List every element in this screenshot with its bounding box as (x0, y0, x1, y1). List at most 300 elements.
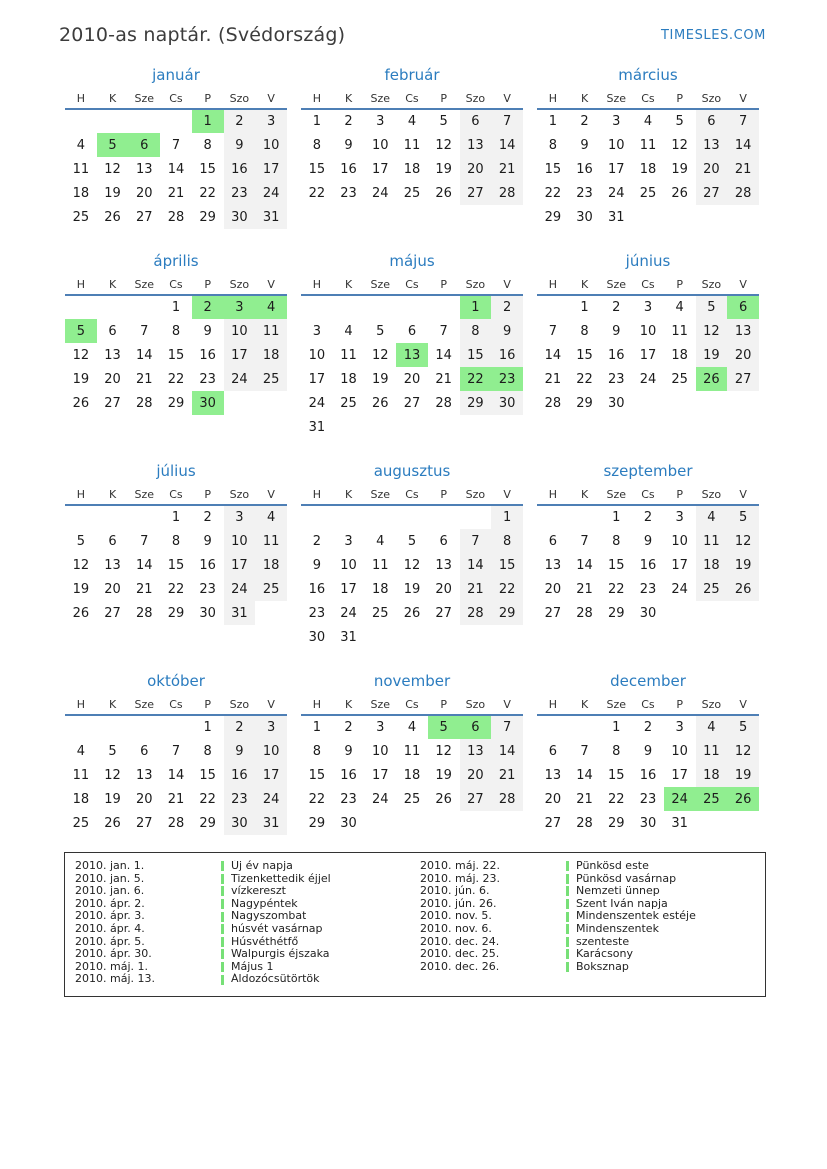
day-cell: 11 (371, 557, 389, 573)
week-row (537, 553, 759, 577)
day-cell: 12 (727, 739, 759, 763)
legend-marker-icon (566, 949, 569, 959)
legend-column-right (416, 860, 761, 986)
day-header-cell: V (255, 484, 287, 505)
day-header-cell: H (537, 484, 569, 505)
day-cell: 18 (403, 161, 421, 177)
empty-day-cell (65, 715, 97, 739)
day-cell: 21 (167, 185, 185, 201)
holiday-name: Karácsony (576, 948, 634, 961)
day-cell: 12 (403, 557, 421, 573)
day-cell: 21 (576, 581, 593, 597)
day-cell: 9 (643, 533, 653, 549)
day-cell: 11 (696, 739, 728, 763)
day-header-row (301, 274, 523, 295)
empty-day-cell (364, 415, 396, 439)
day-header-cell: P (428, 694, 460, 715)
day-header-cell: Cs (160, 694, 192, 715)
month-table (301, 274, 523, 439)
day-cell: 30 (491, 391, 523, 415)
day-cell: 19 (671, 161, 688, 177)
day-cell: 8 (171, 323, 181, 339)
day-header-cell: Sze (128, 88, 160, 109)
day-cell: 20 (135, 791, 153, 807)
week-row (301, 715, 523, 739)
day-cell: 19 (435, 161, 452, 177)
day-cell: 15 (167, 347, 185, 363)
day-header-cell: H (65, 274, 97, 295)
day-cell: 29 (544, 209, 562, 225)
day-header-cell: Sze (364, 484, 396, 505)
day-cell: 26 (727, 787, 759, 811)
day-header-row (301, 694, 523, 715)
legend-marker-icon (566, 899, 569, 909)
day-header-cell: Szo (696, 274, 728, 295)
day-cell: 8 (580, 323, 589, 339)
day-header-cell: Szo (460, 694, 492, 715)
week-row (537, 763, 759, 787)
day-cell: 1 (312, 720, 321, 735)
week-row (537, 577, 759, 601)
day-cell: 10 (371, 743, 389, 759)
day-cell: 6 (696, 109, 728, 133)
day-cell: 20 (104, 581, 121, 597)
week-row (301, 367, 523, 391)
empty-day-cell (301, 295, 333, 319)
legend-marker-icon (221, 949, 224, 959)
day-cell: 15 (491, 553, 523, 577)
day-cell: 31 (224, 601, 256, 625)
day-cell: 27 (135, 209, 153, 225)
day-cell: 30 (192, 391, 224, 415)
month-block (537, 460, 759, 649)
day-cell: 26 (72, 605, 90, 621)
day-cell: 25 (671, 371, 688, 387)
day-cell: 8 (612, 533, 621, 549)
day-cell: 26 (727, 577, 759, 601)
empty-day-cell (97, 715, 129, 739)
holiday-row (71, 885, 416, 898)
day-cell: 7 (491, 109, 523, 133)
day-cell: 17 (224, 553, 256, 577)
week-row (65, 109, 287, 133)
day-cell: 17 (671, 767, 688, 783)
week-row (65, 319, 287, 343)
day-header-cell: Szo (460, 88, 492, 109)
day-cell: 8 (312, 137, 321, 153)
day-cell: 4 (675, 300, 684, 315)
empty-day-cell (160, 109, 192, 133)
day-cell: 27 (435, 605, 452, 621)
month-block (537, 64, 759, 229)
day-cell: 10 (671, 533, 688, 549)
month-title: június (625, 252, 671, 270)
day-cell: 30 (607, 395, 625, 411)
day-cell: 5 (65, 319, 97, 343)
day-cell: 24 (255, 787, 287, 811)
day-cell: 23 (340, 185, 357, 201)
day-cell: 25 (696, 787, 728, 811)
day-cell: 17 (371, 767, 389, 783)
holiday-name: szenteste (576, 935, 630, 948)
holiday-name: Május 1 (231, 960, 274, 973)
day-cell: 7 (140, 533, 149, 549)
week-row (301, 343, 523, 367)
day-cell: 28 (460, 601, 492, 625)
day-cell: 26 (104, 209, 121, 225)
day-cell: 13 (135, 767, 153, 783)
day-header-cell: H (301, 274, 333, 295)
day-header-row (301, 88, 523, 109)
day-cell: 27 (696, 181, 728, 205)
day-cell: 28 (135, 605, 153, 621)
day-header-row (537, 694, 759, 715)
day-header-cell: K (333, 484, 365, 505)
day-cell: 8 (548, 137, 557, 153)
day-header-cell: P (192, 484, 224, 505)
week-row (537, 319, 759, 343)
week-row (65, 763, 287, 787)
day-cell: 3 (376, 720, 385, 735)
day-cell: 26 (435, 791, 452, 807)
day-cell: 3 (612, 114, 621, 129)
day-cell: 16 (340, 161, 357, 177)
day-cell: 12 (72, 347, 90, 363)
day-cell: 23 (639, 581, 657, 597)
empty-day-cell (696, 391, 728, 415)
day-cell: 31 (255, 811, 287, 835)
day-cell: 4 (255, 295, 287, 319)
empty-day-cell (65, 505, 97, 529)
empty-day-cell (364, 505, 396, 529)
week-row (65, 529, 287, 553)
legend-column-left (71, 860, 416, 986)
day-cell: 3 (224, 505, 256, 529)
month-table (65, 274, 287, 415)
day-cell: 30 (639, 605, 657, 621)
week-row (537, 505, 759, 529)
day-header-cell: Sze (128, 484, 160, 505)
week-row (537, 157, 759, 181)
day-cell: 27 (104, 605, 121, 621)
day-cell: 20 (435, 581, 452, 597)
day-cell: 11 (403, 743, 421, 759)
day-cell: 13 (727, 319, 759, 343)
day-cell: 6 (140, 743, 149, 759)
day-cell: 1 (460, 295, 492, 319)
empty-day-cell (491, 811, 523, 835)
day-header-cell: K (333, 88, 365, 109)
week-row (537, 787, 759, 811)
day-header-cell: K (97, 694, 129, 715)
day-cell: 10 (671, 743, 688, 759)
day-cell: 24 (671, 581, 688, 597)
day-cell: 28 (544, 395, 562, 411)
day-cell: 14 (491, 739, 523, 763)
day-cell: 19 (72, 371, 90, 387)
day-header-cell: Szo (696, 88, 728, 109)
day-cell: 9 (312, 557, 321, 573)
day-cell: 19 (435, 767, 452, 783)
month-table (301, 88, 523, 205)
week-row (65, 181, 287, 205)
day-cell: 4 (643, 114, 653, 129)
week-row (537, 811, 759, 835)
empty-day-cell (255, 391, 287, 415)
holiday-name: Húsvéthétfő (231, 935, 299, 948)
day-cell: 28 (491, 181, 523, 205)
empty-day-cell (727, 811, 759, 835)
day-cell: 30 (224, 811, 256, 835)
day-cell: 5 (108, 743, 117, 759)
day-cell: 29 (607, 815, 625, 831)
day-cell: 23 (607, 371, 625, 387)
day-cell: 5 (439, 114, 448, 129)
day-cell: 7 (460, 529, 492, 553)
month-block (301, 64, 523, 229)
day-header-cell: Sze (364, 274, 396, 295)
day-cell: 5 (428, 715, 460, 739)
day-cell: 2 (643, 510, 653, 525)
legend-marker-icon (566, 912, 569, 922)
day-header-cell: H (65, 694, 97, 715)
holiday-date: 2010. máj. 22. (420, 859, 500, 872)
day-header-cell: Sze (364, 88, 396, 109)
day-cell: 6 (548, 533, 557, 549)
week-row (301, 811, 523, 835)
empty-day-cell (537, 295, 569, 319)
day-cell: 4 (344, 323, 353, 339)
empty-day-cell (569, 715, 601, 739)
day-header-cell: P (664, 484, 696, 505)
empty-day-cell (664, 391, 696, 415)
month-title: január (152, 66, 200, 84)
month-block (301, 670, 523, 835)
day-cell: 16 (308, 581, 326, 597)
day-cell: 24 (639, 371, 657, 387)
day-cell: 3 (675, 720, 684, 735)
day-cell: 22 (308, 185, 326, 201)
day-header-cell: Cs (396, 694, 428, 715)
month-block (301, 250, 523, 439)
day-cell: 4 (696, 505, 728, 529)
day-header-cell: Szo (224, 484, 256, 505)
day-cell: 7 (439, 323, 448, 339)
empty-day-cell (396, 415, 428, 439)
holiday-row (416, 885, 761, 898)
day-header-cell: Cs (632, 274, 664, 295)
month-title: szeptember (603, 462, 693, 480)
day-header-cell: Cs (632, 88, 664, 109)
day-header-cell: V (491, 484, 523, 505)
day-header-cell: P (664, 274, 696, 295)
month-block (537, 250, 759, 439)
day-cell: 1 (580, 300, 589, 315)
empty-day-cell (460, 811, 492, 835)
holiday-date: 2010. nov. 5. (420, 909, 492, 923)
month-title: november (373, 672, 451, 690)
legend-marker-icon (221, 962, 224, 972)
day-cell: 15 (576, 347, 593, 363)
day-cell: 27 (460, 787, 492, 811)
day-cell: 2 (224, 109, 256, 133)
holiday-name: Tizenkettedik éjjel (231, 872, 331, 885)
week-row (65, 811, 287, 835)
day-cell: 27 (403, 395, 421, 411)
day-header-cell: K (97, 88, 129, 109)
day-cell: 18 (255, 553, 287, 577)
day-cell: 30 (639, 815, 657, 831)
holiday-legend (64, 852, 766, 997)
day-header-cell: V (491, 88, 523, 109)
empty-day-cell (396, 505, 428, 529)
empty-day-cell (364, 295, 396, 319)
day-cell: 25 (255, 367, 287, 391)
empty-day-cell (255, 601, 287, 625)
day-cell: 9 (224, 133, 256, 157)
empty-day-cell (333, 415, 365, 439)
day-header-cell: Sze (600, 274, 632, 295)
day-cell: 2 (203, 510, 212, 525)
day-cell: 4 (76, 743, 85, 759)
holiday-name: Új év napja (231, 860, 293, 872)
day-header-cell: V (727, 484, 759, 505)
holiday-name: vízkereszt (231, 885, 286, 898)
empty-day-cell (428, 415, 460, 439)
day-header-cell: H (537, 274, 569, 295)
day-cell: 29 (199, 209, 216, 225)
empty-day-cell (696, 811, 728, 835)
week-row (537, 715, 759, 739)
day-cell: 22 (167, 581, 185, 597)
day-cell: 10 (639, 323, 657, 339)
day-cell: 26 (696, 367, 728, 391)
day-cell: 14 (544, 347, 562, 363)
day-cell: 2 (192, 295, 224, 319)
holiday-name: Nemzeti ünnep (576, 885, 660, 898)
day-header-cell: Cs (160, 274, 192, 295)
day-cell: 7 (580, 743, 589, 759)
day-cell: 20 (104, 371, 121, 387)
empty-day-cell (664, 601, 696, 625)
day-cell: 19 (727, 763, 759, 787)
legend-marker-icon (566, 937, 569, 947)
day-cell: 15 (544, 161, 562, 177)
day-cell: 14 (460, 553, 492, 577)
month-title: április (153, 252, 199, 270)
day-cell: 17 (671, 557, 688, 573)
day-header-row (301, 484, 523, 505)
site-link[interactable]: TIMESLES.COM (660, 28, 766, 43)
day-cell: 27 (544, 605, 562, 621)
week-row (65, 787, 287, 811)
day-header-cell: P (428, 484, 460, 505)
day-cell: 14 (167, 767, 185, 783)
day-cell: 29 (167, 395, 185, 411)
day-cell: 5 (727, 505, 759, 529)
day-cell: 22 (607, 791, 625, 807)
week-row (301, 157, 523, 181)
day-header-cell: P (192, 88, 224, 109)
legend-marker-icon (566, 924, 569, 934)
day-cell: 5 (376, 323, 385, 339)
day-header-cell: K (569, 694, 601, 715)
month-table (537, 484, 759, 625)
empty-day-cell (160, 715, 192, 739)
day-header-cell: K (333, 274, 365, 295)
day-cell: 18 (255, 343, 287, 367)
day-header-cell: Cs (160, 484, 192, 505)
legend-marker-icon (221, 861, 224, 871)
month-table (65, 484, 287, 625)
day-header-cell: V (727, 694, 759, 715)
day-cell: 1 (491, 505, 523, 529)
week-row (65, 391, 287, 415)
day-cell: 25 (371, 605, 389, 621)
holiday-date: 2010. máj. 1. (75, 959, 148, 973)
day-header-row (537, 88, 759, 109)
day-cell: 7 (171, 743, 181, 759)
day-cell: 11 (340, 347, 357, 363)
day-cell: 23 (308, 605, 326, 621)
day-cell: 18 (72, 185, 90, 201)
day-cell: 31 (255, 205, 287, 229)
day-header-cell: Cs (632, 694, 664, 715)
day-cell: 23 (639, 791, 657, 807)
holiday-date: 2010. jún. 26. (420, 896, 497, 910)
day-cell: 21 (167, 791, 185, 807)
day-cell: 1 (171, 510, 181, 525)
day-cell: 18 (72, 791, 90, 807)
day-cell: 25 (639, 185, 657, 201)
month-table (301, 484, 523, 649)
day-cell: 28 (576, 605, 593, 621)
holiday-date: 2010. jún. 6. (420, 884, 490, 898)
day-cell: 24 (664, 787, 696, 811)
day-cell: 29 (199, 815, 216, 831)
month-block (65, 670, 287, 835)
day-cell: 15 (607, 767, 625, 783)
day-cell: 6 (407, 323, 417, 339)
day-cell: 13 (460, 739, 492, 763)
day-cell: 23 (491, 367, 523, 391)
day-cell: 21 (544, 371, 562, 387)
day-cell: 1 (203, 720, 212, 735)
empty-day-cell (537, 715, 569, 739)
day-cell: 23 (224, 181, 256, 205)
day-cell: 2 (491, 295, 523, 319)
day-cell: 22 (199, 185, 216, 201)
day-cell: 16 (340, 767, 357, 783)
holiday-row (416, 923, 761, 936)
day-cell: 14 (435, 347, 452, 363)
week-row (537, 529, 759, 553)
month-title: május (389, 252, 435, 270)
day-cell: 9 (643, 743, 653, 759)
month-block (65, 460, 287, 649)
month-table (65, 88, 287, 229)
empty-day-cell (333, 295, 365, 319)
day-cell: 10 (340, 557, 357, 573)
day-cell: 25 (403, 185, 421, 201)
day-cell: 4 (407, 114, 417, 129)
week-row (65, 205, 287, 229)
day-cell: 8 (612, 743, 621, 759)
day-cell: 14 (135, 347, 153, 363)
legend-marker-icon (566, 886, 569, 896)
month-table (65, 694, 287, 835)
holiday-date: 2010. nov. 6. (420, 921, 492, 935)
